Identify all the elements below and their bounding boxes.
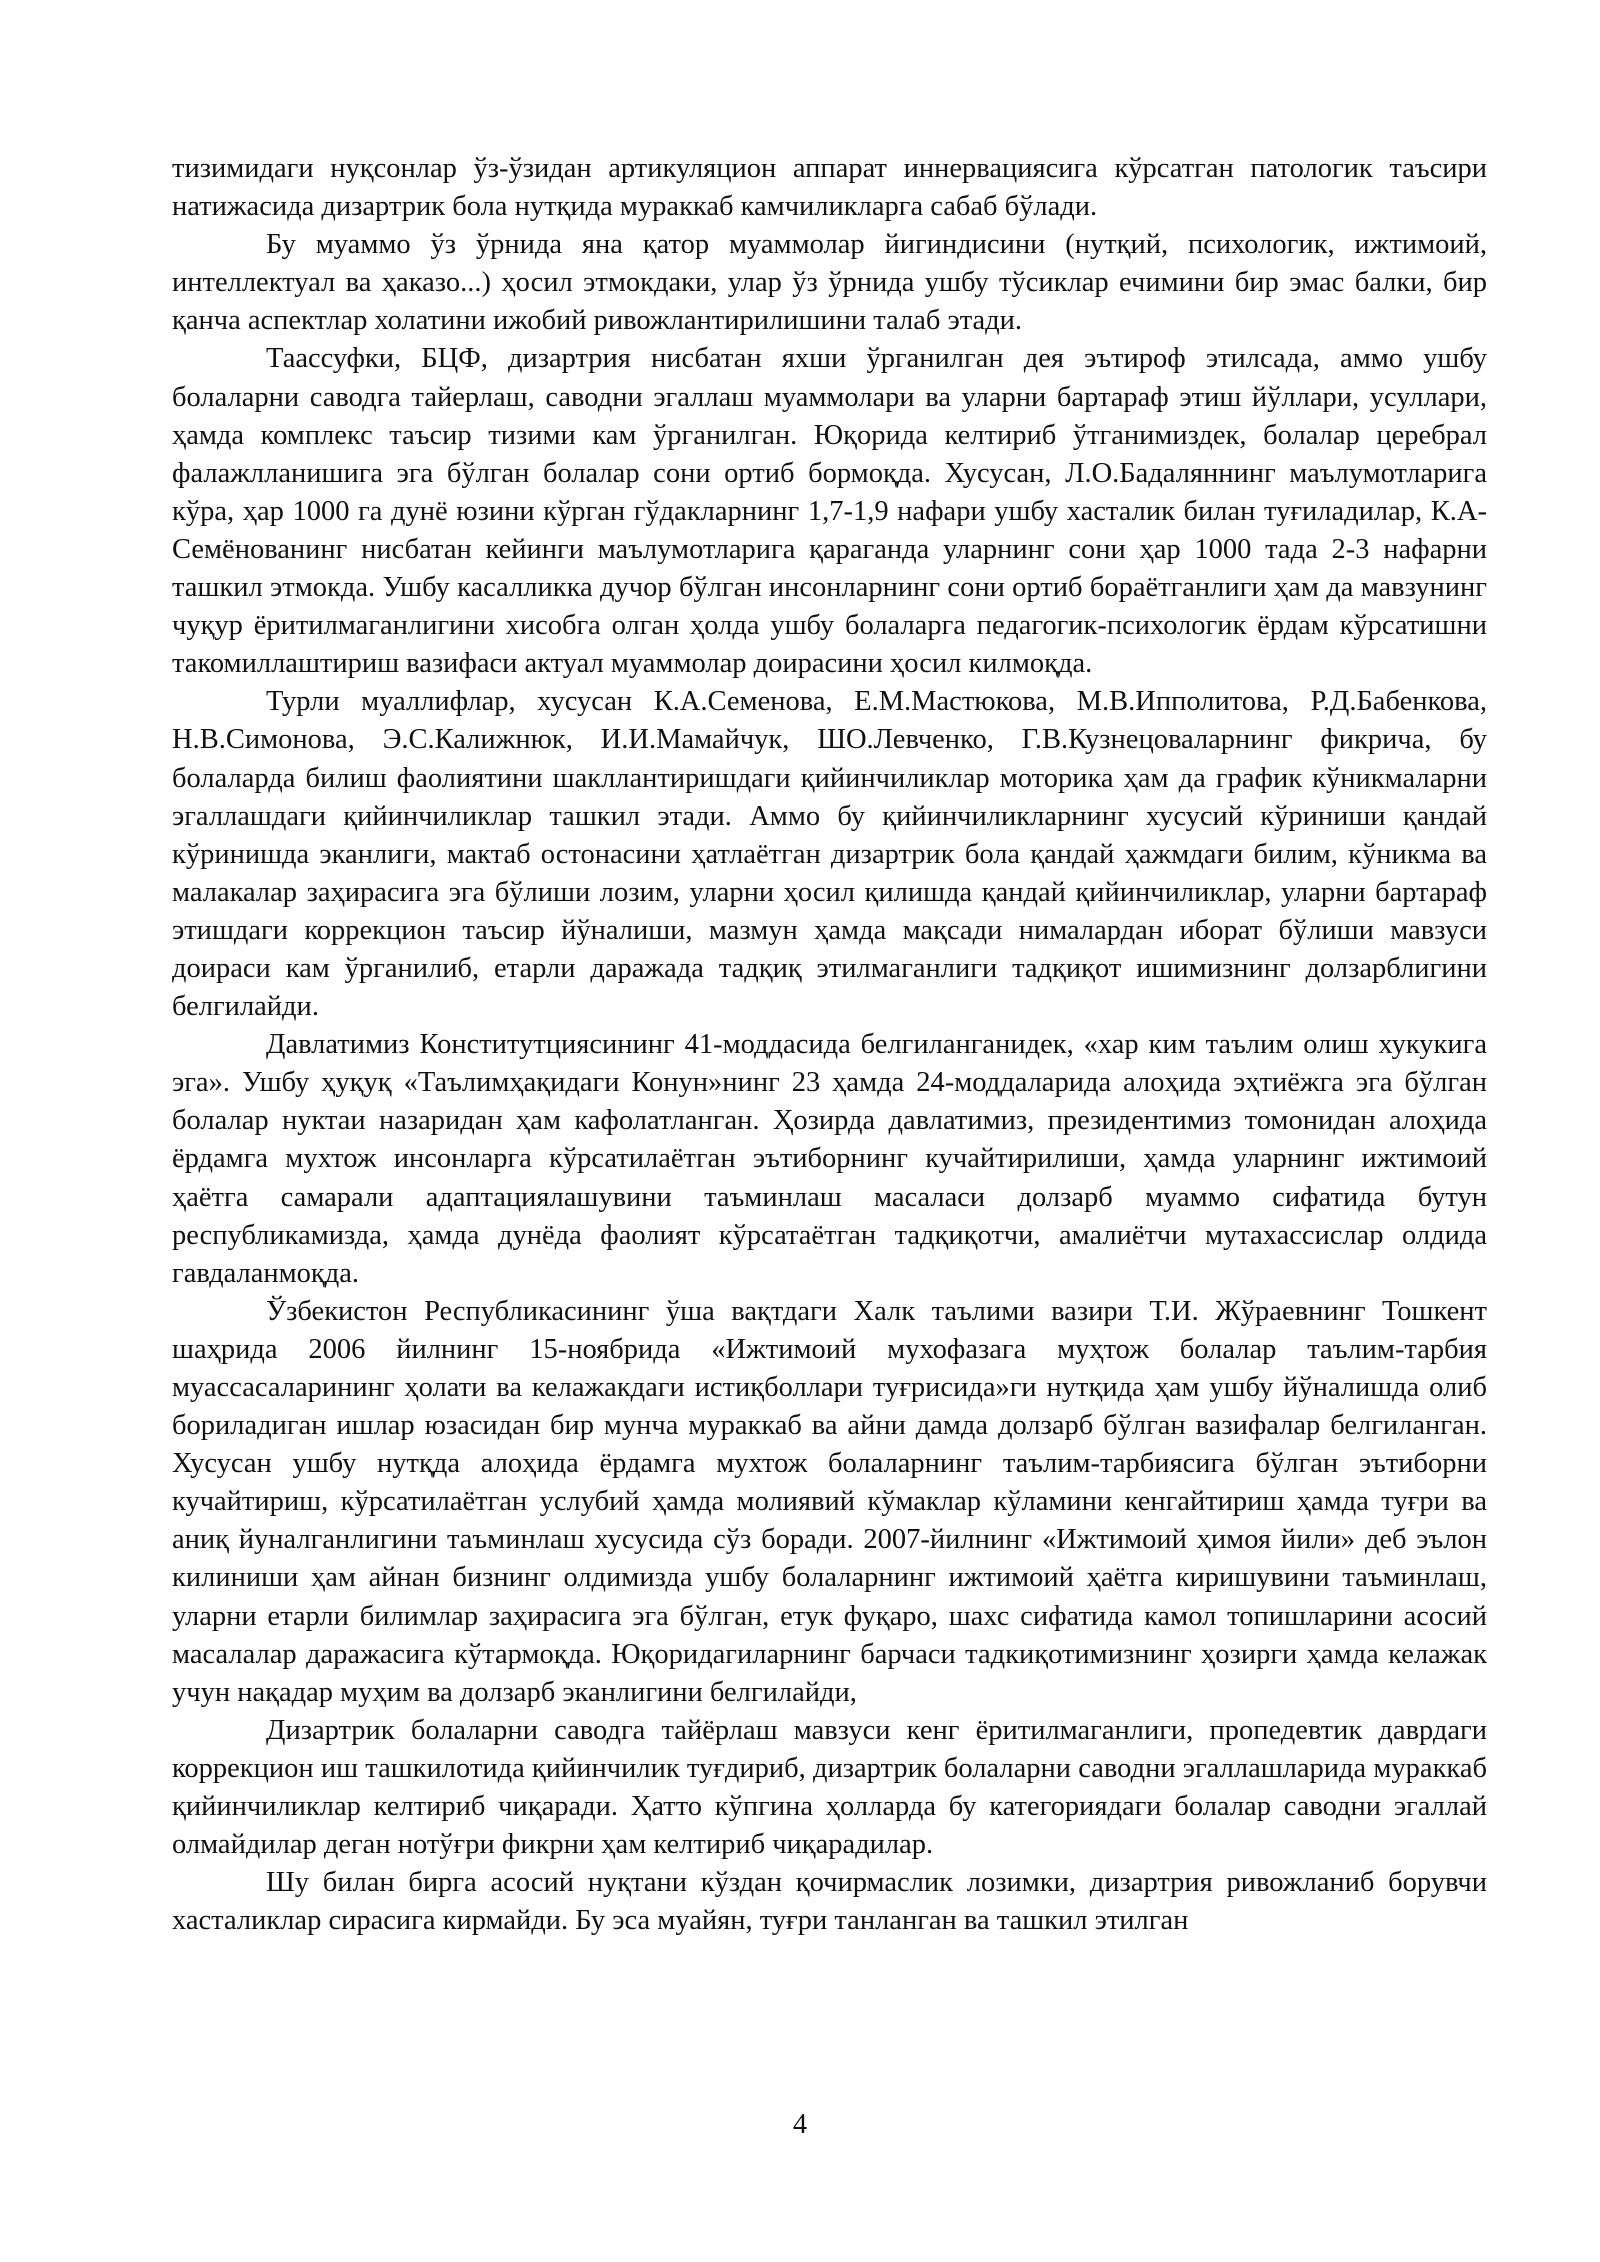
document-body xyxy=(172,150,1487,1940)
paragraph: Давлатимиз Конститутциясининг 41-моддасида белгиланганидек, «хар ким таълим олиш хукукига эга». Ушбу ҳуқуқ «Таълимҳақидаги Конун»нинг 23 ҳамда 24-моддаларида алоҳида эҳтиёжга эга бўлган болалар нуктаи назаридан ҳам кафолатланган. Ҳозирда давлатимиз, президентимиз томонидан алоҳида ёрдамга мухтож инсонларга кўрсатилаётган эътиборнинг кучайтирилиши, ҳамда уларнинг ижтимоий ҳаётга самарали адаптациялашувини таъминлаш масаласи долзарб муаммо сифатида бутун республикамизда, ҳамда дунёда фаолият кўрсатаётган тадқиқотчи, амалиётчи мутахассислар олдида гавдаланмоқда. xyxy=(172,1029,1487,1289)
paragraph: Таассуфки, БЦФ, дизартрия нисбатан яхши ўрганилган дея эътироф этилсада, аммо ушбу болаларни саводга тайерлаш, саводни эгаллаш муаммолари ва уларни бартараф этиш йўллари, усуллари, ҳамда комплекс таъсир тизими кам ўрганилган. Юқорида келтириб ўтганимиздек, болалар церебрал фалажлланишига эга бўлган болалар сони ортиб бормоқда. Хусусан, Л.О.Бадаляннинг маълумотларига кўра, ҳар 1000 га дунё юзини кўрган гўдакларнинг 1,7-1,9 нафари ушбу хасталик билан туғиладилар, К.А-Семёнованинг нисбатан кейинги маълумотларига қараганда уларнинг сони ҳар 1000 тада 2-3 нафарни ташкил этмокда. Ушбу касалликка дучор бўлган инсонларнинг сони ортиб бораётганлиги ҳам да мавзунинг чуқур ёритилмаганлигини хисобга олган ҳолда ушбу болаларга педагогик-психологик ёрдам кўрсатишни такомиллаштириш вазифаси актуал муаммолар доирасини ҳосил килмоқда. xyxy=(172,343,1487,680)
page-number: 4 xyxy=(792,2109,808,2140)
paragraph: Бу муаммо ўз ўрнида яна қатор муаммолар йигиндисини (нутқий, психологик, ижтимоий, интеллектуал ва ҳаказо...) ҳосил этмокдаки, улар ўз ўрнида ушбу тўсиклар ечимини бир эмас балки, бир қанча аспектлар холатини ижобий ривожлантирилишини талаб этади. xyxy=(172,229,1487,337)
paragraph: Шу билан бирга асосий нуқтани кўздан қочирмаслик лозимки, дизартрия ривожланиб борувчи хасталиклар сирасига кирмайди. Бу эса муайян, туғри танланган ва ташкил этилган xyxy=(172,1867,1487,1937)
paragraph: Ўзбекистон Республикасининг ўша вақтдаги Халк таълими вазири Т.И. Жўраевнинг Тошкент шаҳрида 2006 йилнинг 15-ноябрида «Ижтимоий мухофазага муҳтож болалар таълим-тарбия муассасаларининг ҳолати ва келажакдаги истиқболлари туғрисида»ги нутқида ҳам ушбу йўналишда олиб бориладиган ишлар юзасидан бир мунча мураккаб ва айни дамда долзарб бўлган вазифалар белгиланган. Хусусан ушбу нутқда алоҳида ёрдамга мухтож болаларнинг таълим-тарбиясига бўлган эътиборни кучайтириш, кўрсатилаётган услубий ҳамда молиявий кўмаклар кўламини кенгайтириш ҳамда туғри ва аниқ йуналганлигини таъминлаш хусусида сўз боради. 2007-йилнинг «Ижтимоий ҳимоя йили» деб эълон килиниши ҳам айнан бизнинг олдимизда ушбу болаларнинг ижтимоий ҳаётга киришувини таъминлаш, уларни етарли билимлар заҳирасига эга бўлган, етук фуқаро, шахс сифатида камол топишларини асосий масалалар даражасига кўтармоқда. Юқоридагиларнинг барчаси тадкиқотимизнинг ҳозирги ҳамда келажак учун нақадар муҳим ва долзарб эканлигини белгилайди, xyxy=(172,1295,1487,1708)
paragraph: Дизартрик болаларни саводга тайёрлаш мавзуси кенг ёритилмаганлиги, пропедевтик даврдаги коррекцион иш ташкилотида қийинчилик туғдириб, дизартрик болаларни саводни эгаллашларида мураккаб қийинчиликлар келтириб чиқаради. Ҳатто кўпгина ҳолларда бу категориядаги болалар саводни эгаллай олмайдилар деган нотўғри фикрни ҳам келтириб чиқарадилар. xyxy=(172,1714,1487,1861)
paragraph: Турли муаллифлар, хусусан К.А.Семенова, Е.М.Мастюкова, М.В.Ипполитова, Р.Д.Бабенкова, Н.В.Симонова, Э.С.Калижнюк, И.И.Мамайчук, ШО.Левченко, Г.В.Кузнецоваларнинг фикрича, бу болаларда билиш фаолиятини шакллантиришдаги қийинчиликлар моторика ҳам да график кўникмаларни эгаллашдаги қийинчиликлар ташкил этади. Аммо бу қийинчиликларнинг хусусий кўриниши қандай кўринишда эканлиги, мактаб остонасини ҳатлаётган дизартрик бола қандай ҳажмдаги билим, кўникма ва малакалар заҳирасига эга бўлиши лозим, уларни ҳосил қилишда қандай қийинчиликлар, уларни бартараф этишдаги коррекцион таъсир йўналиши, мазмун ҳамда мақсади нималардан иборат бўлиши мавзуси доираси кам ўрганилиб, етарли даражада тадқиқ этилмаганлиги тадқиқот ишимизнинг долзарблигини белгилайди. xyxy=(172,686,1487,1023)
paragraph-continuation: тизимидаги нуқсонлар ўз-ўзидан артикуляцион аппарат иннервациясига кўрсатган патологик таъсири натижасида дизартрик бола нутқида мураккаб камчиликларга сабаб бўлади. xyxy=(172,153,1487,223)
